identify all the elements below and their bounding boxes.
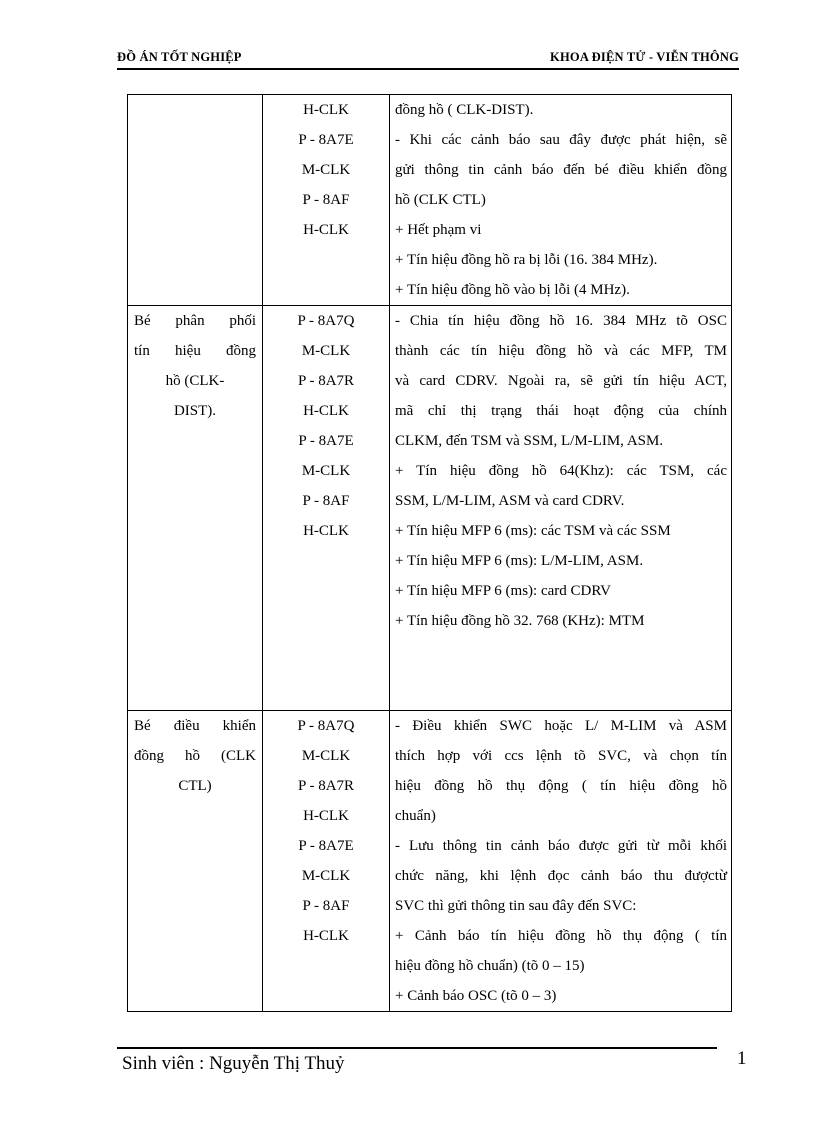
desc-line: + Tín hiệu MFP 6 (ms): L/M-LIM, ASM. [395, 553, 644, 569]
desc-line: + Tín hiệu đồng hồ vào bị lỗi (4 MHz). [395, 282, 630, 298]
desc-line: gửi thông tin cảnh báo đến bé điều khiển đồng [395, 162, 727, 178]
code-line: H-CLK [303, 102, 349, 118]
code-line: H-CLK [303, 928, 349, 944]
code-line: P - 8A7E [298, 132, 354, 148]
name-line: hồ (CLK- [165, 373, 225, 389]
module-codes-cell [263, 95, 390, 306]
code-line: H-CLK [303, 222, 349, 238]
module-name-cell [128, 711, 263, 1012]
header-left: ĐỒ ÁN TỐT NGHIỆP [117, 50, 242, 64]
code-line: P - 8AF [302, 898, 350, 914]
desc-line: + Tín hiệu MFP 6 (ms): card CDRV [395, 583, 612, 599]
header-right: KHOA ĐIỆN TỬ - VIỄN THÔNG [550, 50, 739, 64]
module-name-cell [128, 95, 263, 306]
desc-line: và card CDRV. Ngoài ra, sẽ gửi tín hiệu ACT, [395, 373, 727, 389]
desc-line: + Cảnh báo tín hiệu đồng hồ thụ động ( tín [395, 928, 727, 944]
desc-line: + Tín hiệu đồng hồ 64(Khz): các TSM, các [395, 463, 727, 479]
table-row [128, 95, 732, 306]
desc-line: đồng hồ ( CLK-DIST). [395, 102, 534, 118]
code-line: M-CLK [301, 343, 351, 359]
desc-line: hiệu đồng hồ chuẩn) (tõ 0 – 15) [395, 958, 585, 974]
desc-line: - Chia tín hiệu đồng hồ 16. 384 MHz tõ OSC [395, 313, 727, 329]
table-row [128, 306, 732, 711]
code-line: H-CLK [303, 808, 349, 824]
desc-line: chuẩn) [395, 808, 436, 824]
code-line: M-CLK [301, 868, 351, 884]
desc-line: SSM, L/M-LIM, ASM và card CDRV. [395, 493, 625, 509]
desc-line: SVC thì gửi thông tin sau đây đến SVC: [395, 898, 637, 914]
module-desc-cell [390, 95, 732, 306]
desc-line: - Khi các cảnh báo sau đây được phát hiện, sẽ [395, 132, 727, 148]
code-line: P - 8A7Q [297, 718, 355, 734]
desc-line: hồ (CLK CTL) [395, 192, 486, 208]
desc-line: CLKM, đến TSM và SSM, L/M-LIM, ASM. [395, 433, 664, 449]
table-row [128, 711, 732, 1012]
desc-line: + Tín hiệu MFP 6 (ms): các TSM và các SSM [395, 523, 671, 539]
desc-line: hiệu đồng hồ thụ động ( tín hiệu đồng hồ [395, 778, 727, 794]
name-line: đồng hồ (CLK [134, 748, 256, 764]
desc-line: + Cảnh báo OSC (tõ 0 – 3) [395, 988, 557, 1004]
module-desc-cell [390, 711, 732, 1012]
module-table [127, 94, 732, 1012]
code-line: P - 8A7E [298, 838, 354, 854]
code-line: P - 8A7R [297, 778, 355, 794]
module-codes-cell [263, 711, 390, 1012]
code-line: H-CLK [303, 523, 349, 539]
code-line: H-CLK [303, 403, 349, 419]
footer-rule [117, 1047, 717, 1049]
student-name: Sinh viên : Nguyễn Thị Thuỷ [122, 1053, 345, 1074]
code-line: M-CLK [301, 748, 351, 764]
name-line: Bé điều khiển [134, 718, 256, 734]
desc-line: - Điều khiển SWC hoặc L/ M-LIM và ASM [395, 718, 727, 734]
code-line: M-CLK [301, 463, 351, 479]
code-line: P - 8AF [302, 192, 350, 208]
desc-line: thành các tín hiệu đồng hồ và các MFP, TM [395, 343, 727, 359]
page-header [117, 48, 739, 70]
page-number: 1 [737, 1048, 747, 1069]
desc-line: mã chỉ thị trạng thái hoạt động của chính [395, 403, 727, 419]
desc-line: chức năng, khi lệnh đọc cảnh báo thu đượctừ [395, 868, 727, 884]
name-line: Bé phân phối [134, 313, 256, 329]
desc-line: + Tín hiệu đồng hồ 32. 768 (KHz): MTM [395, 613, 645, 629]
desc-line: + Tín hiệu đồng hồ ra bị lỗi (16. 384 MHz). [395, 252, 658, 268]
name-line: tín hiệu đồng [134, 343, 256, 359]
code-line: P - 8A7E [298, 433, 354, 449]
module-codes-cell [263, 306, 390, 711]
desc-line: - Lưu thông tin cảnh báo được gửi từ mỗi khối [395, 838, 727, 854]
name-line: DIST). [173, 403, 217, 419]
desc-line: thích hợp với ccs lệnh tõ SVC, và chọn tín [395, 748, 727, 764]
code-line: P - 8A7R [297, 373, 355, 389]
name-line: CTL) [178, 778, 212, 794]
desc-line: + Hết phạm vi [395, 222, 482, 238]
module-desc-cell [390, 306, 732, 711]
code-line: P - 8AF [302, 493, 350, 509]
code-line: M-CLK [301, 162, 351, 178]
code-line: P - 8A7Q [297, 313, 355, 329]
module-name-cell [128, 306, 263, 711]
